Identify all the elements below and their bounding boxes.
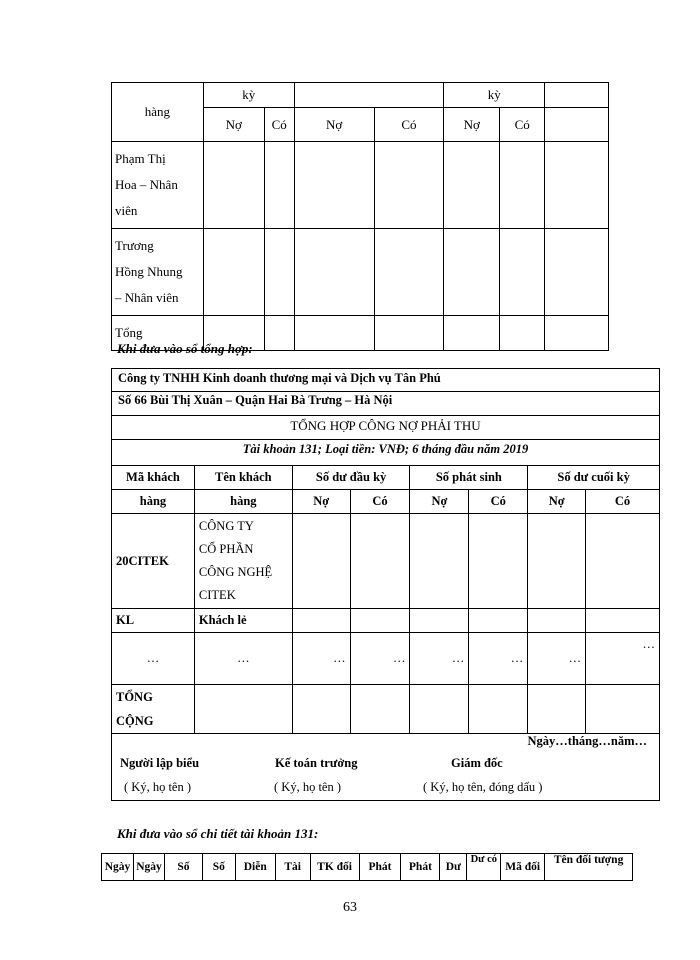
col-header: Dư [440, 854, 467, 881]
detail-label: Khi đưa vào sổ chi tiết tài khoản 131: [117, 826, 319, 841]
col-header: Số [164, 854, 202, 881]
header-ky-1: kỳ [203, 83, 294, 108]
header-no: Nợ [528, 490, 586, 514]
customer-code: 20CITEK [112, 514, 195, 609]
header-du-cuoi-ky: Số dư cuối kỳ [528, 466, 660, 490]
col-header: TK đối [310, 854, 359, 881]
header-hang: hàng [112, 83, 204, 142]
col-header: Tên đối tượng [545, 854, 633, 881]
summary-label: Khi đưa vào sổ tổng hợp: [117, 341, 253, 356]
company-address: Số 66 Bùi Thị Xuân – Quận Hai Bà Trưng – Hà Nội [118, 393, 393, 407]
header-no: Nợ [203, 108, 264, 142]
employee-receivables-table [111, 82, 609, 351]
col-header: Tài [275, 854, 310, 881]
signer-note-chief-accountant: ( Ký, họ tên ) [274, 780, 341, 794]
ellipsis: … [410, 633, 469, 685]
header-co: Có [586, 490, 660, 514]
signer-title-preparer: Người lập biểu [120, 756, 200, 770]
header-co: Có [264, 108, 294, 142]
col-header: Mã đối [501, 854, 545, 881]
header-ten-kh-2: hàng [194, 490, 292, 514]
account-131-detail-table [101, 853, 633, 881]
report-subtitle: Tài khoản 131; Loại tiền: VNĐ; 6 tháng đầu năm 2019 [242, 442, 529, 456]
col-header: Ngày [133, 854, 164, 881]
header-blank-2 [545, 83, 609, 108]
employee-name: Phạm Thị Hoa – Nhân viên [112, 142, 204, 229]
ellipsis: … [350, 633, 410, 685]
header-blank-1 [294, 83, 444, 108]
signer-title-director: Giám đốc [451, 756, 503, 770]
col-header: Ngày [102, 854, 134, 881]
col-header: Số [202, 854, 235, 881]
header-no: Nợ [294, 108, 374, 142]
ellipsis: … [586, 633, 660, 685]
report-title: TỔNG HỢP CÔNG NỢ PHẢI THU [290, 418, 481, 433]
employee-name: Trương Hồng Nhung – Nhân viên [112, 229, 204, 316]
ellipsis: … [194, 633, 292, 685]
header-ma-kh-1: Mã khách [112, 466, 195, 490]
col-header: Phát [359, 854, 401, 881]
header-co: Có [500, 108, 545, 142]
date-line: Ngày…tháng…năm… [527, 734, 647, 748]
header-no: Nợ [444, 108, 500, 142]
header-ky-2: kỳ [444, 83, 545, 108]
signer-title-chief-accountant: Kế toán trưởng [275, 756, 358, 770]
customer-code: KL [112, 609, 195, 633]
grand-total-label: TỔNG CỘNG [112, 685, 195, 734]
header-phat-sinh: Số phát sinh [410, 466, 528, 490]
header-co: Có [350, 490, 410, 514]
ellipsis: … [528, 633, 586, 685]
header-ten-kh-1: Tên khách [194, 466, 292, 490]
ellipsis: … [292, 633, 350, 685]
customer-name: CÔNG TY CỔ PHẦN CÔNG NGHỆ CITEK [194, 514, 292, 609]
page-number: 63 [343, 900, 357, 915]
header-du-dau-ky: Số dư đầu kỳ [292, 466, 410, 490]
header-no: Nợ [410, 490, 469, 514]
header-no: Nợ [292, 490, 350, 514]
header-co: Có [469, 490, 528, 514]
customer-name: Khách lẻ [194, 609, 292, 633]
col-header: Dư có [467, 854, 501, 881]
receivables-summary-form [111, 368, 660, 801]
col-header: Diễn [235, 854, 275, 881]
ellipsis: … [469, 633, 528, 685]
header-ma-kh-2: hàng [112, 490, 195, 514]
ellipsis: … [112, 633, 195, 685]
signer-note-director: ( Ký, họ tên, đóng dấu ) [423, 780, 543, 794]
company-name: Công ty TNHH Kinh doanh thương mại và Dịch vụ Tân Phú [118, 371, 441, 385]
total-label: Tổng [112, 316, 204, 351]
col-header: Phát [401, 854, 440, 881]
signer-note-preparer: ( Ký, họ tên ) [124, 780, 191, 794]
summary-table [111, 465, 660, 734]
header-co: Có [374, 108, 444, 142]
